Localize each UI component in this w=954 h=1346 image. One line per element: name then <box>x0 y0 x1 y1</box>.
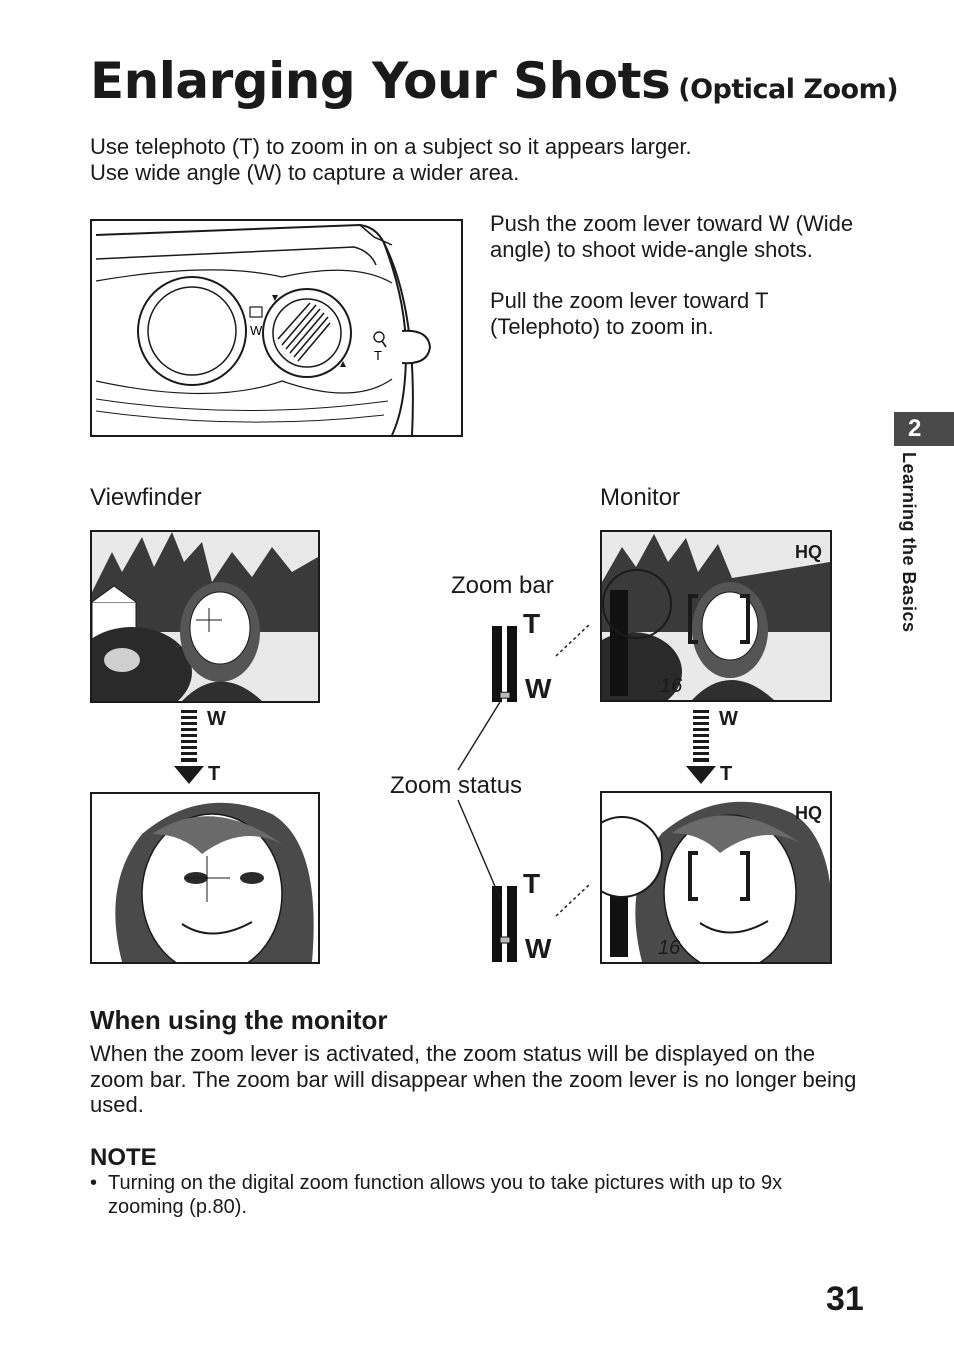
zoom-bar-lower-right <box>507 886 517 962</box>
viewfinder-wide-frame <box>90 530 320 703</box>
instruction-text <box>490 211 870 365</box>
instruction-tele: Pull the zoom lever toward T (Telephoto) to zoom in. <box>490 288 768 339</box>
note-item <box>90 1171 860 1219</box>
viewfinder-zoom-arrow-icon <box>172 708 206 788</box>
zoom-status-marker-tele <box>500 937 510 943</box>
monitor-wide-frame <box>600 530 832 702</box>
zoom-status-marker-wide <box>500 692 510 698</box>
instruction-wide: Push the zoom lever toward W (Wide angle) to shoot wide-angle shots. <box>490 211 854 262</box>
viewfinder-arrow-t: T <box>208 763 221 785</box>
lever-w-label: W <box>250 323 263 338</box>
note-text: Turning on the digital zoom function allows you to take pictures with up to 9x zooming (p.80). <box>108 1172 783 1218</box>
title-main: Enlarging Your Shots <box>90 52 671 110</box>
zoom-bar-diagram <box>380 600 620 980</box>
monitor-section-body: When the zoom lever is activated, the zoom status will be displayed on the zoom bar. The zoom bar will disappear when the zoom lever is no longer being used. <box>90 1041 857 1117</box>
zoom-bar-upper-right <box>507 626 517 702</box>
viewfinder-arrow-w: W <box>207 708 226 730</box>
viewfinder-label: Viewfinder <box>90 484 202 511</box>
hq-indicator-wide: HQ <box>795 542 822 562</box>
chapter-tab: 2 <box>894 412 954 446</box>
page-title <box>90 52 898 110</box>
intro-line-2: Use wide angle (W) to capture a wider area. <box>90 160 520 185</box>
viewfinder-tele-scene <box>92 794 318 962</box>
monitor-tele-frame <box>600 791 832 964</box>
intro-text <box>90 134 850 186</box>
intro-line-1: Use telephoto (T) to zoom in on a subject so it appears larger. <box>90 134 692 159</box>
monitor-arrow-w: W <box>719 708 738 730</box>
zoom-bar-label: Zoom bar <box>451 572 554 599</box>
zoom-status-label: Zoom status <box>390 772 523 799</box>
note-heading: NOTE <box>90 1144 157 1171</box>
camera-top-drawing <box>92 221 461 435</box>
viewfinder-wide-scene <box>92 532 318 701</box>
frame-count-wide: 16 <box>660 675 683 697</box>
monitor-section-heading: When using the monitor <box>90 1005 388 1035</box>
zoom-bar-t-lower: T <box>523 868 541 899</box>
page-number: 31 <box>826 1280 864 1318</box>
hq-indicator-tele: HQ <box>795 803 822 823</box>
viewfinder-tele-frame <box>90 792 320 964</box>
zoom-bar-t-upper: T <box>523 608 541 639</box>
monitor-arrow-t: T <box>720 763 733 785</box>
zoom-bar-w-lower: W <box>525 933 552 964</box>
zoom-bar-upper-left <box>492 626 502 702</box>
lever-t-label: T <box>374 348 382 363</box>
frame-count-tele: 16 <box>658 937 681 959</box>
zoom-bar-w-upper: W <box>525 673 552 704</box>
zoom-lever-illustration <box>90 219 463 437</box>
chapter-side-label: Learning the Basics <box>899 452 919 633</box>
title-sub: (Optical Zoom) <box>678 74 899 105</box>
monitor-label: Monitor <box>600 484 681 511</box>
note-bullet: • <box>90 1172 98 1194</box>
monitor-zoom-arrow-icon <box>684 708 718 788</box>
